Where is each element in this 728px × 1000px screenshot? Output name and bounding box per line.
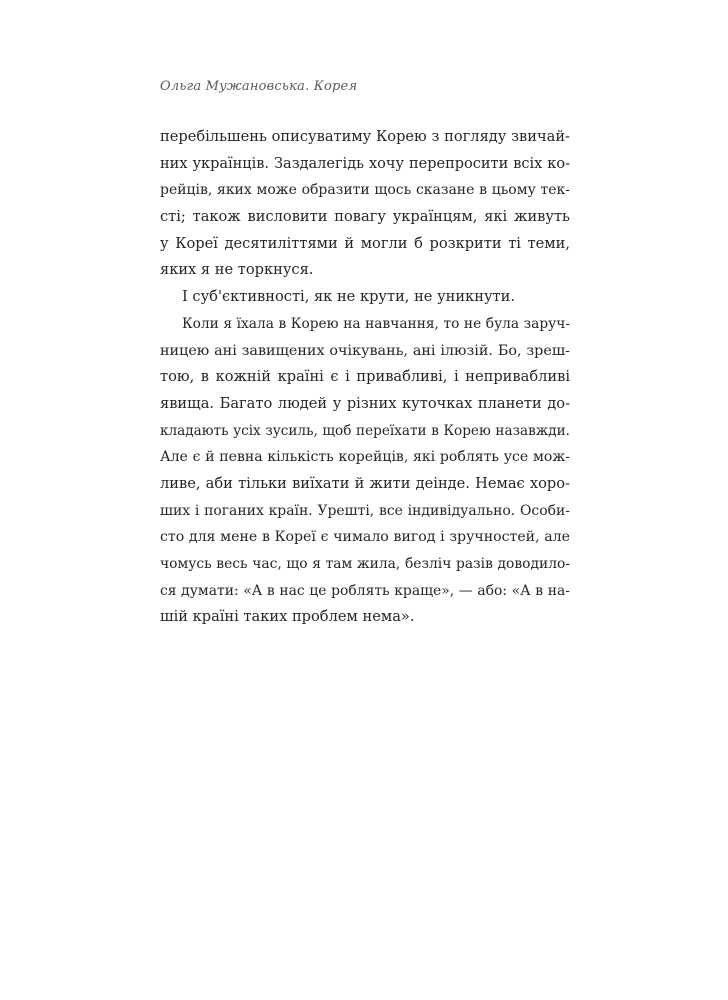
text-line: яких я не торкнуся. bbox=[160, 261, 314, 279]
text-line: перебільшень описуватиму Корею з погляду звичай- bbox=[160, 128, 570, 145]
text-line: ся думати: «А в нас це роблять краще», — або: «А в на- bbox=[160, 582, 570, 599]
text-line: ших і поганих країн. Урешті, все індивідуально. Особи- bbox=[160, 502, 570, 519]
text-line: них українців. Заздалегідь хочу перепросити всіх ко- bbox=[160, 155, 570, 172]
running-header: Ольга Мужановська. Корея bbox=[160, 79, 358, 94]
text-line: чомусь весь час, що я там жила, безліч разів доводило- bbox=[160, 556, 570, 572]
text-line: явища. Багато людей у різних куточках планети до- bbox=[160, 394, 570, 412]
text-line: І суб'єктивності, як не крути, не уникнути. bbox=[182, 288, 515, 306]
text-line: шій країні таких проблем нема». bbox=[160, 608, 415, 626]
text-line: кладають усіх зусиль, щоб переїхати в Корею назавжди. bbox=[160, 422, 570, 439]
text-line: тою, в кожній країні є і привабливі, і непривабливі bbox=[160, 368, 570, 386]
text-line: у Кореї десятиліттями й могли б розкрити ті теми, bbox=[160, 234, 570, 252]
text-line: сті; також висловити повагу українцям, які живуть bbox=[160, 208, 570, 226]
text-line: сто для мене в Кореї є чимало вигод і зручностей, але bbox=[160, 529, 570, 546]
body-text bbox=[160, 124, 570, 631]
text-line: рейців, яких може образити щось сказане в цьому тек- bbox=[160, 182, 570, 199]
text-line: Але є й певна кількість корейців, які роблять усе мож- bbox=[160, 449, 570, 466]
text-line: ницею ані завищених очікувань, ані ілюзій. Бо, зреш- bbox=[160, 342, 570, 359]
text-line: Коли я їхала в Корею на навчання, то не була заруч- bbox=[182, 315, 570, 332]
text-line: ливе, аби тільки виїхати й жити деінде. Немає хоро- bbox=[160, 474, 570, 492]
